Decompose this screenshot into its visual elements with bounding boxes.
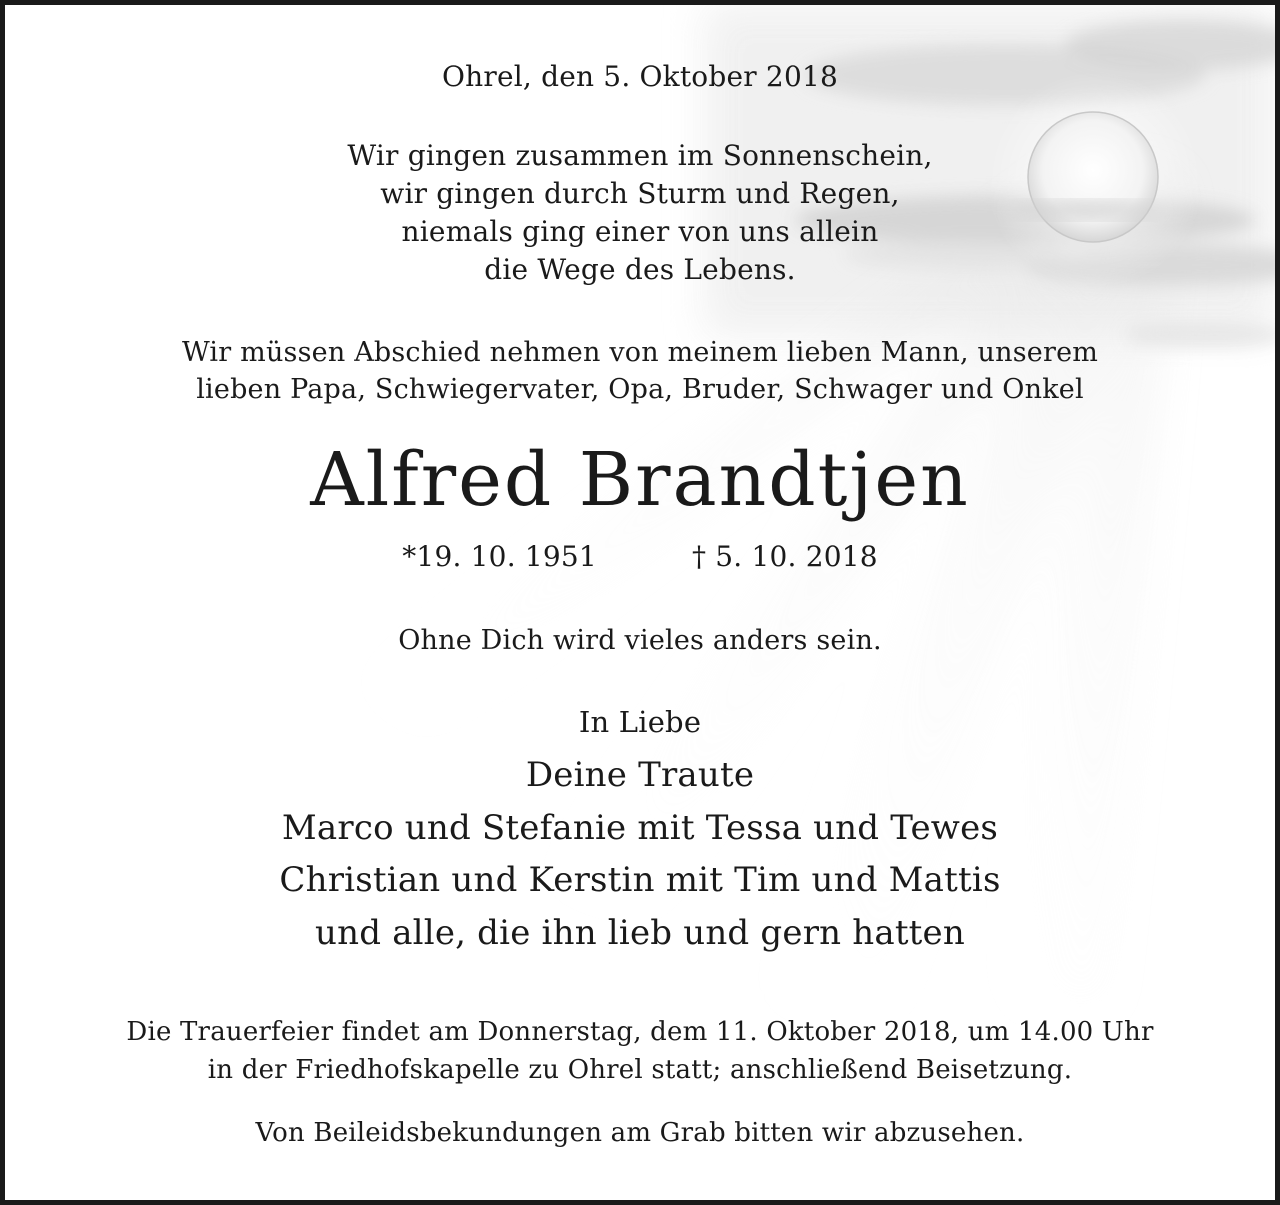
- birth-date: *19. 10. 1951: [402, 540, 597, 573]
- notice-content: [5, 5, 1275, 1200]
- poem-line: die Wege des Lebens.: [484, 253, 796, 286]
- poem-line: wir gingen durch Sturm und Regen,: [380, 177, 900, 210]
- deceased-name: Alfred Brandtjen: [310, 437, 970, 523]
- death-date: † 5. 10. 2018: [691, 540, 878, 573]
- poem-line: niemals ging einer von uns allein: [401, 215, 879, 248]
- mourner-line: Deine Traute: [525, 755, 755, 795]
- mourner-line: Marco und Stefanie mit Tessa und Tewes: [281, 808, 999, 848]
- intro-line: lieben Papa, Schwiegervater, Opa, Bruder, Schwager und Onkel: [196, 374, 1084, 405]
- place-date: Ohrel, den 5. Oktober 2018: [441, 60, 838, 93]
- closing-note: Von Beileidsbekundungen am Grab bitten wir abzusehen.: [255, 1118, 1025, 1148]
- mourner-line: Christian und Kerstin mit Tim und Mattis: [279, 860, 1001, 900]
- poem-line: Wir gingen zusammen im Sonnenschein,: [347, 139, 933, 172]
- in-love-heading: In Liebe: [578, 705, 702, 739]
- mourner-line: und alle, die ihn lieb und gern hatten: [315, 913, 965, 953]
- farewell-quote: Ohne Dich wird vieles anders sein.: [398, 625, 882, 656]
- service-info-line: Die Trauerfeier findet am Donnerstag, dem 11. Oktober 2018, um 14.00 Uhr: [126, 1017, 1154, 1047]
- service-info-line: in der Friedhofskapelle zu Ohrel statt; anschließend Beisetzung.: [207, 1055, 1073, 1085]
- intro-line: Wir müssen Abschied nehmen von meinem lieben Mann, unserem: [181, 337, 1099, 368]
- life-dates: [5, 540, 1275, 573]
